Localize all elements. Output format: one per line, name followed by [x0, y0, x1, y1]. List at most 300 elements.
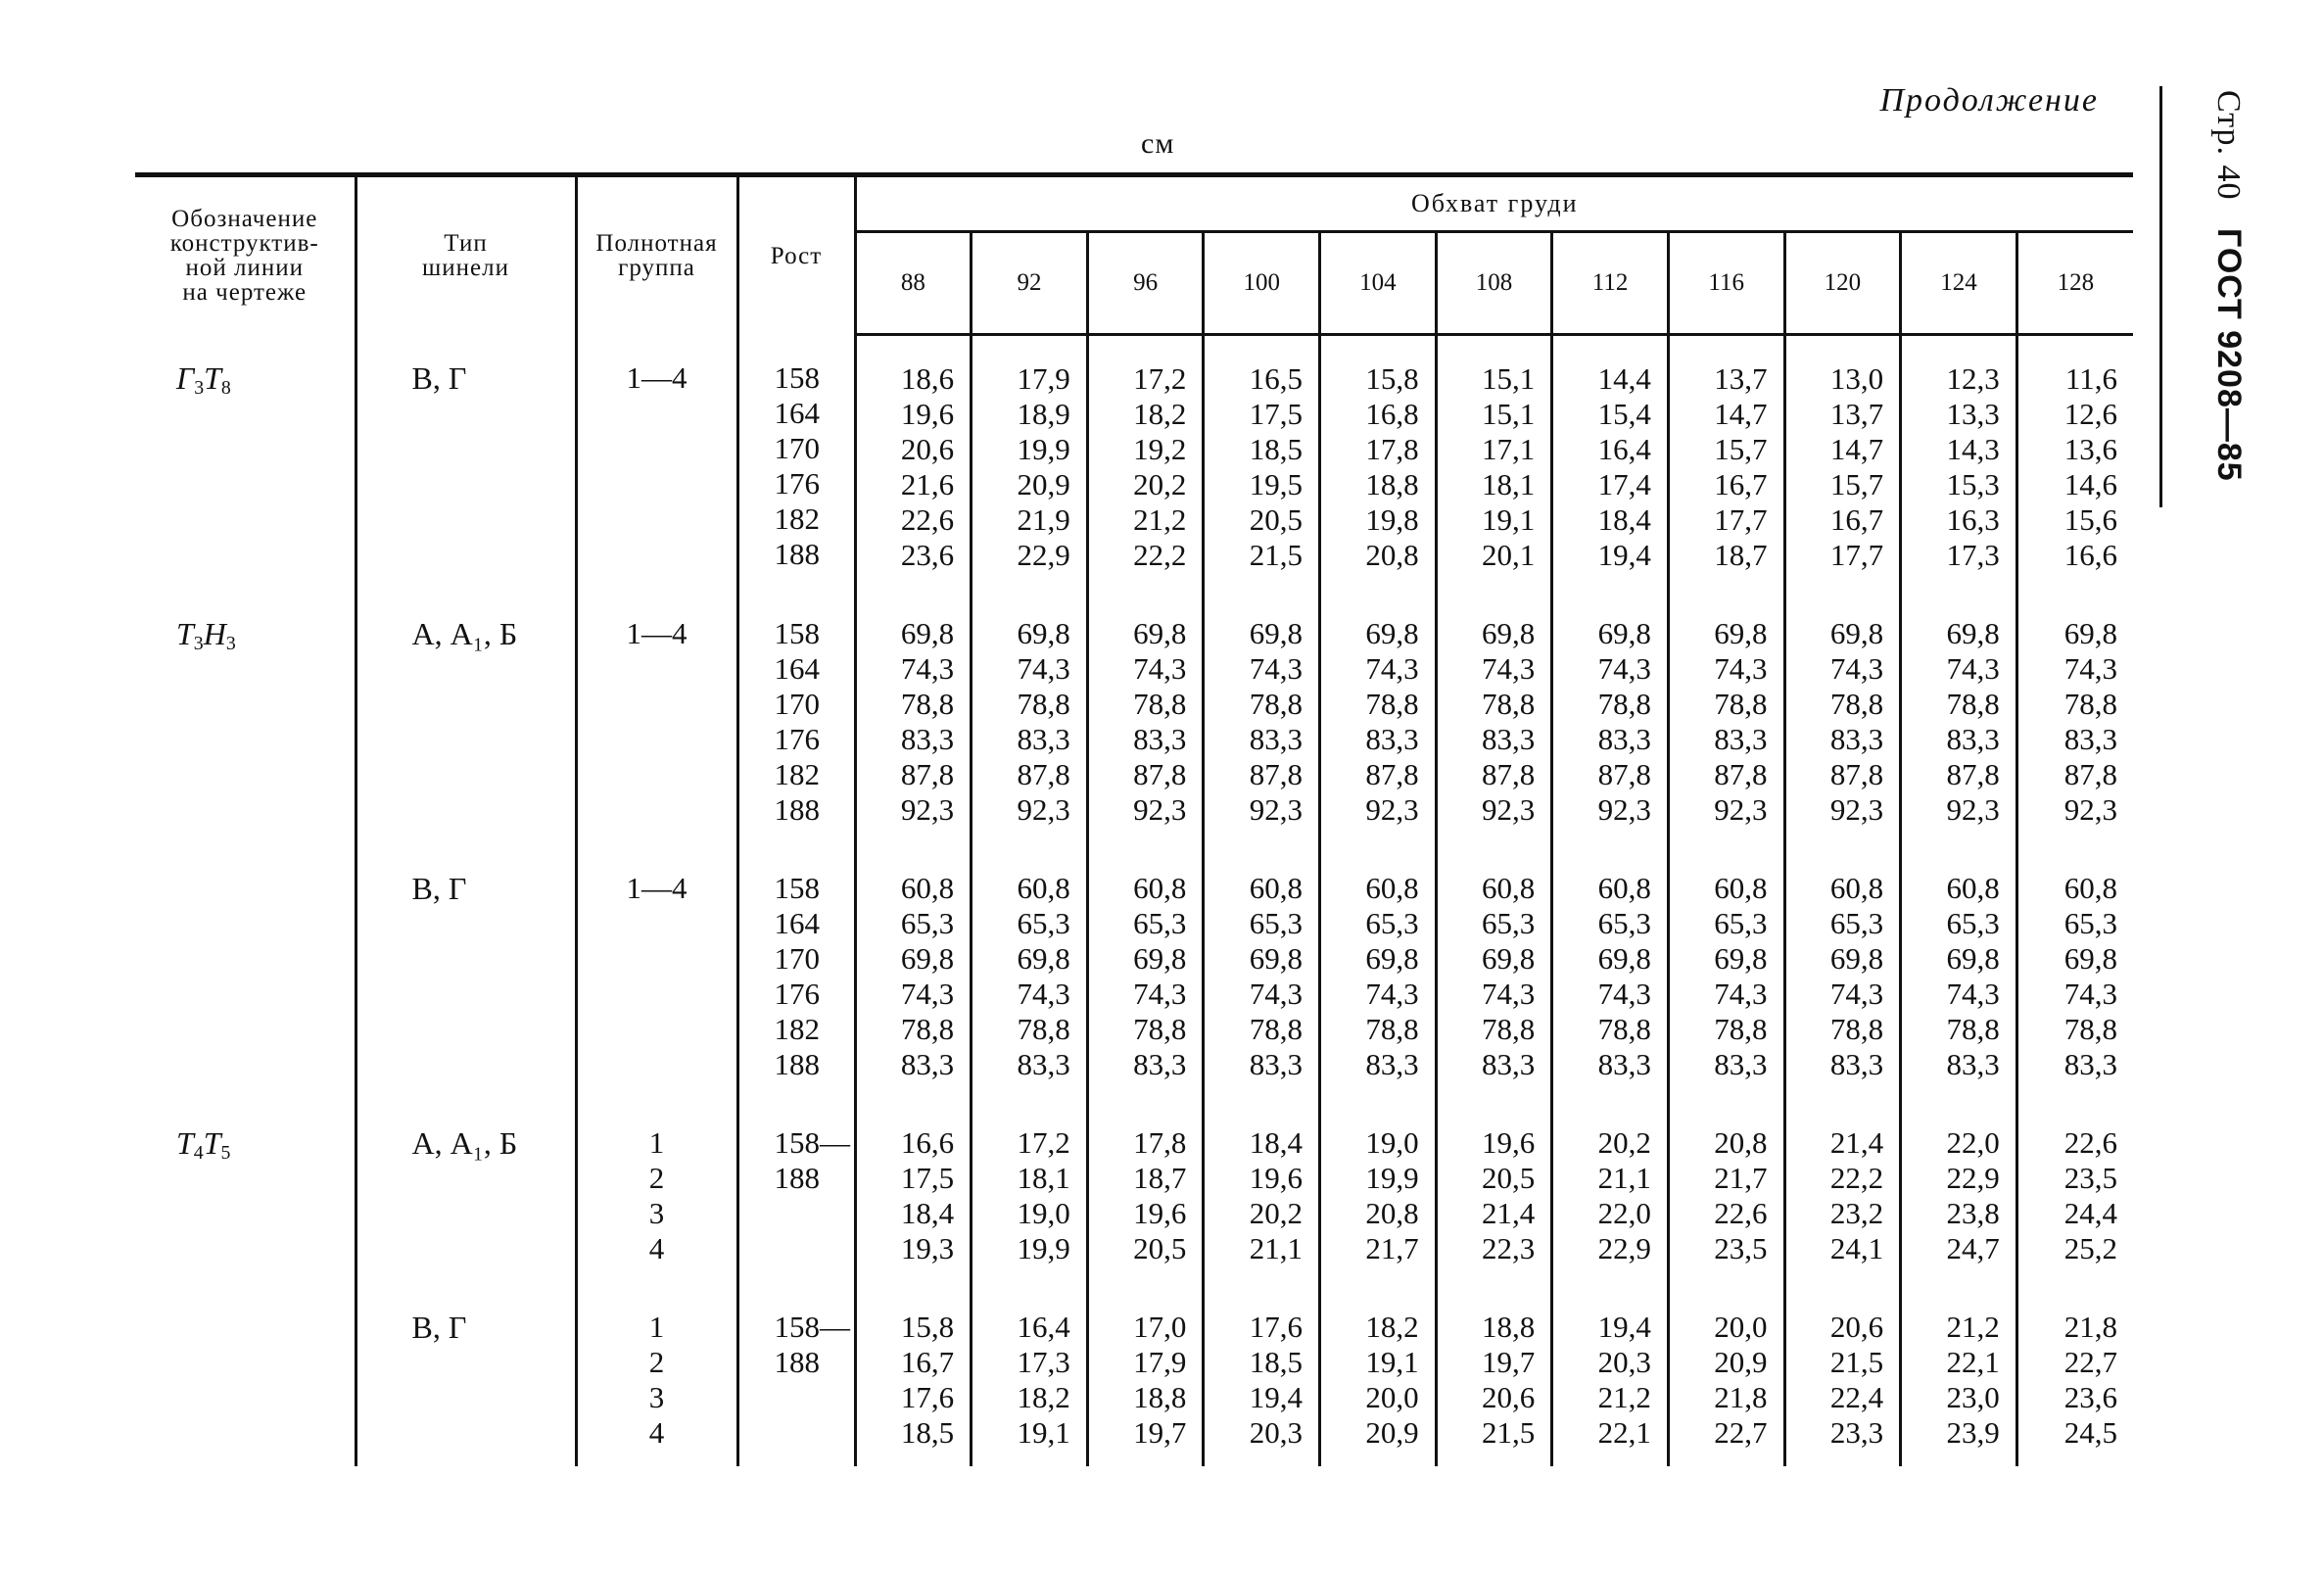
value-cell-116	[1668, 589, 1784, 843]
measurement-value: 19,2	[1133, 432, 1187, 466]
designation-sub: 8	[220, 376, 231, 399]
height-value: 176	[774, 977, 820, 1011]
measurement-value: 18,5	[1249, 432, 1303, 466]
header-size-112: 112	[1552, 232, 1669, 335]
measurement-value: 60,8	[1829, 871, 1884, 905]
measurement-value: 65,3	[1482, 906, 1536, 940]
measurement-value: 78,8	[1482, 1012, 1536, 1046]
measurement-value: 87,8	[1249, 757, 1303, 791]
table-row	[135, 1098, 2133, 1282]
measurement-value: 20,3	[1597, 1345, 1651, 1379]
measurement-value: 19,6	[1133, 1196, 1187, 1230]
fullness-value: 1—4	[626, 871, 688, 905]
designation-sub: 5	[220, 1141, 231, 1164]
measurement-value: 22,1	[1597, 1415, 1651, 1450]
measurement-value: 87,8	[1482, 757, 1536, 791]
measurement-value: 13,7	[1714, 361, 1768, 396]
measurement-table	[135, 172, 2133, 1466]
measurement-value: 78,8	[900, 1012, 955, 1046]
value-cell-120	[1784, 843, 1901, 1098]
measurement-value: 16,4	[1597, 432, 1651, 466]
measurement-value: 20,9	[1365, 1415, 1419, 1450]
measurement-value: 87,8	[1017, 757, 1070, 791]
header-fullness: Полнотная группа	[576, 175, 737, 335]
measurement-value: 18,7	[1714, 538, 1768, 572]
value-cell-92	[972, 843, 1088, 1098]
value-cell-104	[1320, 589, 1437, 843]
measurement-value: 74,3	[1829, 977, 1884, 1011]
measurement-value: 87,8	[900, 757, 955, 791]
measurement-value: 21,4	[1482, 1196, 1536, 1230]
measurement-value: 17,6	[900, 1380, 955, 1414]
designation-cell	[135, 1282, 356, 1466]
measurement-value: 83,3	[1482, 1047, 1536, 1081]
height-cell	[737, 589, 855, 843]
value-cell-104	[1320, 335, 1437, 590]
measurement-value: 19,0	[1365, 1125, 1419, 1160]
measurement-value: 17,7	[1829, 538, 1884, 572]
measurement-value: 78,8	[1482, 687, 1536, 721]
value-cell-88	[855, 843, 972, 1098]
measurement-value: 18,7	[1133, 1161, 1187, 1195]
measurement-value: 15,1	[1482, 397, 1536, 431]
designation-cell	[135, 1098, 356, 1282]
fullness-value: 2	[648, 1161, 665, 1195]
measurement-value: 21,2	[1946, 1310, 2000, 1344]
fullness-value: 1—4	[626, 616, 688, 650]
measurement-value: 17,1	[1482, 432, 1536, 466]
measurement-value: 69,8	[1017, 941, 1070, 976]
fullness-cell	[576, 843, 737, 1098]
continuation-label: Продолжение	[1879, 82, 2099, 119]
coat-type-cell: А, А₁, Б	[356, 589, 576, 843]
height-value: 170	[774, 941, 820, 976]
measurement-value: 78,8	[1017, 1012, 1070, 1046]
height-cell	[737, 335, 855, 590]
measurement-value: 22,0	[1946, 1125, 2000, 1160]
measurement-value: 17,3	[1017, 1345, 1070, 1379]
measurement-value: 19,5	[1249, 467, 1303, 501]
measurement-value: 83,3	[1829, 1047, 1884, 1081]
measurement-value: 23,5	[1714, 1231, 1768, 1265]
measurement-value: 21,2	[1133, 502, 1187, 537]
header-designation: Обозначение конструктив- ной линии на чертеже	[135, 175, 356, 335]
measurement-value: 74,3	[900, 977, 955, 1011]
measurement-value: 60,8	[900, 871, 955, 905]
value-cell-108	[1436, 1282, 1552, 1466]
measurement-value: 15,1	[1482, 361, 1536, 396]
measurement-value: 14,6	[2063, 467, 2117, 501]
value-cell-108	[1436, 335, 1552, 590]
height-value: 164	[774, 651, 820, 686]
measurement-value: 19,7	[1133, 1415, 1187, 1450]
designation-cell	[135, 589, 356, 843]
header-height: Рост	[737, 175, 855, 335]
measurement-value: 15,8	[1365, 361, 1419, 396]
measurement-value: 14,4	[1597, 361, 1651, 396]
measurement-value: 19,4	[1597, 538, 1651, 572]
measurement-value: 87,8	[1597, 757, 1651, 791]
fullness-value: 2	[648, 1345, 665, 1379]
measurement-value: 78,8	[2063, 1012, 2117, 1046]
measurement-value: 60,8	[1714, 871, 1768, 905]
measurement-value: 78,8	[1714, 687, 1768, 721]
measurement-value: 60,8	[1482, 871, 1536, 905]
measurement-value: 19,4	[1597, 1310, 1651, 1344]
measurement-value: 18,4	[1249, 1125, 1303, 1160]
value-cell-120	[1784, 335, 1901, 590]
height-value: 164	[774, 906, 820, 940]
height-value: 188	[774, 1047, 820, 1081]
measurement-value: 78,8	[1597, 1012, 1651, 1046]
measurement-value: 69,8	[1597, 616, 1651, 650]
value-cell-124	[1901, 843, 2017, 1098]
measurement-value: 21,5	[1249, 538, 1303, 572]
value-cell-128	[2016, 335, 2133, 590]
measurement-value: 21,2	[1597, 1380, 1651, 1414]
measurement-value: 23,0	[1946, 1380, 2000, 1414]
measurement-value: 15,6	[2063, 502, 2117, 537]
measurement-value: 22,7	[2063, 1345, 2117, 1379]
table-row	[135, 589, 2133, 843]
measurement-value: 19,4	[1249, 1380, 1303, 1414]
measurement-value: 14,7	[1714, 397, 1768, 431]
header-size-100: 100	[1204, 232, 1320, 335]
measurement-value: 65,3	[1365, 906, 1419, 940]
measurement-value: 18,2	[1365, 1310, 1419, 1344]
measurement-value: 15,7	[1829, 467, 1884, 501]
measurement-value: 83,3	[1017, 722, 1070, 756]
fullness-cell	[576, 335, 737, 590]
measurement-value: 87,8	[1365, 757, 1419, 791]
value-cell-108	[1436, 589, 1552, 843]
designation-sub: 4	[193, 1141, 204, 1164]
measurement-value: 16,3	[1946, 502, 2000, 537]
measurement-value: 78,8	[1597, 687, 1651, 721]
measurement-value: 19,0	[1017, 1196, 1070, 1230]
value-cell-112	[1552, 1282, 1669, 1466]
measurement-value: 24,7	[1946, 1231, 2000, 1265]
measurement-value: 69,8	[1249, 941, 1303, 976]
header-size-116: 116	[1668, 232, 1784, 335]
measurement-value: 18,8	[1482, 1310, 1536, 1344]
measurement-value: 17,4	[1597, 467, 1651, 501]
header-size-88: 88	[855, 232, 972, 335]
measurement-value: 17,2	[1017, 1125, 1070, 1160]
value-cell-128	[2016, 589, 2133, 843]
height-value: 182	[774, 757, 820, 791]
measurement-value: 25,2	[2063, 1231, 2117, 1265]
designation-letter: Г	[176, 359, 195, 396]
measurement-value: 78,8	[2063, 687, 2117, 721]
measurement-value: 78,8	[1017, 687, 1070, 721]
fullness-value: 1	[648, 1125, 665, 1160]
height-value: 158—	[774, 1310, 850, 1344]
measurement-value: 23,6	[900, 538, 955, 572]
measurement-value: 74,3	[1829, 651, 1884, 686]
table-row	[135, 843, 2133, 1098]
measurement-value: 83,3	[1482, 722, 1536, 756]
fullness-cell	[576, 589, 737, 843]
measurement-value: 69,8	[2063, 616, 2117, 650]
measurement-value: 83,3	[1365, 722, 1419, 756]
measurement-value: 92,3	[1946, 792, 2000, 827]
measurement-value: 17,9	[1133, 1345, 1187, 1379]
designation-sub: 3	[193, 632, 204, 654]
measurement-value: 19,7	[1482, 1345, 1536, 1379]
measurement-value: 12,3	[1946, 361, 2000, 396]
designation-cell	[135, 335, 356, 590]
measurement-value: 15,8	[900, 1310, 955, 1344]
measurement-value: 17,6	[1249, 1310, 1303, 1344]
measurement-value: 87,8	[2063, 757, 2117, 791]
designation-letter: Т	[204, 359, 221, 396]
height-value: 176	[774, 465, 820, 501]
measurement-value: 23,3	[1829, 1415, 1884, 1450]
measurement-value: 92,3	[1714, 792, 1768, 827]
header-size-92: 92	[972, 232, 1088, 335]
value-cell-96	[1087, 843, 1204, 1098]
measurement-value: 19,1	[1482, 502, 1536, 537]
value-cell-96	[1087, 335, 1204, 590]
height-value: 158	[774, 871, 820, 905]
measurement-value: 22,1	[1946, 1345, 2000, 1379]
measurement-value: 87,8	[1133, 757, 1187, 791]
measurement-value: 20,3	[1249, 1415, 1303, 1450]
measurement-value: 23,9	[1946, 1415, 2000, 1450]
measurement-value: 17,2	[1133, 361, 1187, 396]
value-cell-100	[1204, 335, 1320, 590]
standard-code: ГОСТ 9208—85	[2210, 228, 2248, 482]
value-cell-88	[855, 589, 972, 843]
value-cell-100	[1204, 1098, 1320, 1282]
measurement-value: 69,8	[900, 616, 955, 650]
measurement-value: 18,4	[1597, 502, 1651, 537]
measurement-value: 13,3	[1946, 397, 2000, 431]
measurement-value: 17,9	[1017, 361, 1070, 396]
value-cell-104	[1320, 1098, 1437, 1282]
measurement-value: 17,7	[1714, 502, 1768, 537]
measurement-value: 83,3	[2063, 722, 2117, 756]
measurement-value: 20,5	[1133, 1231, 1187, 1265]
height-value: 170	[774, 687, 820, 721]
value-cell-92	[972, 1098, 1088, 1282]
measurement-value: 22,4	[1829, 1380, 1884, 1414]
measurement-value: 20,5	[1482, 1161, 1536, 1195]
fullness-value: 4	[648, 1231, 665, 1265]
measurement-value: 69,8	[900, 941, 955, 976]
value-cell-100	[1204, 1282, 1320, 1466]
measurement-value: 23,2	[1829, 1196, 1884, 1230]
measurement-value: 13,7	[1829, 397, 1884, 431]
measurement-value: 69,8	[1829, 616, 1884, 650]
measurement-value: 83,3	[1133, 1047, 1187, 1081]
measurement-value: 74,3	[1249, 651, 1303, 686]
fullness-value: 3	[648, 1380, 665, 1414]
measurement-value: 78,8	[1946, 687, 2000, 721]
value-cell-96	[1087, 1282, 1204, 1466]
measurement-value: 87,8	[1829, 757, 1884, 791]
measurement-value: 78,8	[1249, 687, 1303, 721]
height-value: 164	[774, 395, 820, 430]
measurement-value: 22,2	[1133, 538, 1187, 572]
measurement-value: 65,3	[1133, 906, 1187, 940]
measurement-value: 16,5	[1249, 361, 1303, 396]
value-cell-92	[972, 1282, 1088, 1466]
measurement-value: 17,8	[1133, 1125, 1187, 1160]
measurement-value: 65,3	[1017, 906, 1070, 940]
header-size-96: 96	[1087, 232, 1204, 335]
header-type: Тип шинели	[356, 175, 576, 335]
fullness-cell	[576, 1282, 737, 1466]
measurement-value: 16,4	[1017, 1310, 1070, 1344]
measurement-value: 74,3	[1946, 651, 2000, 686]
height-value: 188	[774, 1345, 820, 1379]
measurement-value: 69,8	[1482, 616, 1536, 650]
coat-type-cell: В, Г	[356, 843, 576, 1098]
side-rule	[2159, 86, 2162, 507]
measurement-value: 21,7	[1365, 1231, 1419, 1265]
height-value: 158	[774, 359, 820, 395]
measurement-value: 60,8	[1017, 871, 1070, 905]
measurement-value: 74,3	[1714, 651, 1768, 686]
measurement-value: 83,3	[1133, 722, 1187, 756]
measurement-value: 20,6	[1829, 1310, 1884, 1344]
measurement-value: 20,0	[1365, 1380, 1419, 1414]
value-cell-128	[2016, 1098, 2133, 1282]
measurement-value: 19,6	[900, 397, 955, 431]
measurement-value: 23,5	[2063, 1161, 2117, 1195]
measurement-value: 69,8	[1365, 941, 1419, 976]
height-value: 158	[774, 616, 820, 650]
measurement-value: 78,8	[900, 687, 955, 721]
measurement-value: 22,2	[1829, 1161, 1884, 1195]
measurement-value: 74,3	[1133, 651, 1187, 686]
measurement-value: 65,3	[1249, 906, 1303, 940]
value-cell-128	[2016, 1282, 2133, 1466]
measurement-value: 21,8	[2063, 1310, 2117, 1344]
measurement-value: 83,3	[1249, 722, 1303, 756]
value-cell-104	[1320, 843, 1437, 1098]
measurement-value: 74,3	[1597, 651, 1651, 686]
measurement-value: 60,8	[1946, 871, 2000, 905]
measurement-value: 17,0	[1133, 1310, 1187, 1344]
value-cell-88	[855, 335, 972, 590]
header-size-128: 128	[2016, 232, 2133, 335]
measurement-value: 74,3	[1365, 977, 1419, 1011]
value-cell-124	[1901, 589, 2017, 843]
measurement-value: 83,3	[1017, 1047, 1070, 1081]
designation-letter: Т	[176, 1125, 194, 1161]
table-row	[135, 335, 2133, 590]
measurement-value: 60,8	[1365, 871, 1419, 905]
measurement-value: 74,3	[2063, 977, 2117, 1011]
height-value: 182	[774, 501, 820, 536]
value-cell-92	[972, 335, 1088, 590]
fullness-value: 3	[648, 1196, 665, 1230]
measurement-value: 92,3	[1597, 792, 1651, 827]
measurement-value: 12,6	[2063, 397, 2117, 431]
header-chest: Обхват груди	[855, 175, 2133, 232]
measurement-value: 22,6	[900, 502, 955, 537]
measurement-value: 17,8	[1365, 432, 1419, 466]
measurement-value: 20,9	[1017, 467, 1070, 501]
value-cell-112	[1552, 589, 1669, 843]
measurement-value: 22,3	[1482, 1231, 1536, 1265]
value-cell-108	[1436, 1098, 1552, 1282]
measurement-value: 16,8	[1365, 397, 1419, 431]
measurement-value: 83,3	[1829, 722, 1884, 756]
measurement-value: 19,8	[1365, 502, 1419, 537]
measurement-value: 21,7	[1714, 1161, 1768, 1195]
measurement-value: 22,6	[1714, 1196, 1768, 1230]
measurement-value: 65,3	[1829, 906, 1884, 940]
measurement-value: 60,8	[2063, 871, 2117, 905]
value-cell-96	[1087, 1098, 1204, 1282]
measurement-value: 78,8	[1133, 1012, 1187, 1046]
value-cell-116	[1668, 335, 1784, 590]
measurement-value: 16,7	[900, 1345, 955, 1379]
measurement-value: 24,4	[2063, 1196, 2117, 1230]
measurement-value: 18,2	[1017, 1380, 1070, 1414]
value-cell-116	[1668, 843, 1784, 1098]
measurement-value: 19,6	[1249, 1161, 1303, 1195]
measurement-value: 92,3	[1133, 792, 1187, 827]
measurement-value: 19,9	[1017, 432, 1070, 466]
value-cell-112	[1552, 843, 1669, 1098]
measurement-value: 65,3	[1946, 906, 2000, 940]
header-size-120: 120	[1784, 232, 1901, 335]
measurement-value: 21,1	[1249, 1231, 1303, 1265]
measurement-value: 69,8	[1946, 941, 2000, 976]
measurement-value: 16,6	[2063, 538, 2117, 572]
measurement-value: 18,1	[1017, 1161, 1070, 1195]
measurement-value: 83,3	[1946, 1047, 2000, 1081]
measurement-value: 21,4	[1829, 1125, 1884, 1160]
measurement-value: 83,3	[1249, 1047, 1303, 1081]
measurement-value: 21,9	[1017, 502, 1070, 537]
measurement-value: 69,8	[1133, 616, 1187, 650]
height-value: 158—	[774, 1125, 850, 1160]
height-cell	[737, 1098, 855, 1282]
page-number: Стр. 40	[2210, 90, 2247, 201]
measurement-value: 20,1	[1482, 538, 1536, 572]
measurement-value: 74,3	[1482, 977, 1536, 1011]
measurement-value: 19,1	[1365, 1345, 1419, 1379]
value-cell-124	[1901, 335, 2017, 590]
measurement-value: 74,3	[1946, 977, 2000, 1011]
measurement-value: 69,8	[2063, 941, 2117, 976]
height-cell	[737, 1282, 855, 1466]
fullness-value: 1—4	[626, 359, 688, 395]
measurement-value: 65,3	[1714, 906, 1768, 940]
value-cell-124	[1901, 1098, 2017, 1282]
measurement-value: 83,3	[1597, 722, 1651, 756]
measurement-value: 87,8	[1714, 757, 1768, 791]
measurement-value: 17,5	[900, 1161, 955, 1195]
designation-letter: Н	[203, 616, 226, 651]
measurement-value: 19,6	[1482, 1125, 1536, 1160]
measurement-value: 74,3	[2063, 651, 2117, 686]
height-cell	[737, 843, 855, 1098]
measurement-value: 83,3	[1365, 1047, 1419, 1081]
measurement-value: 83,3	[1597, 1047, 1651, 1081]
measurement-value: 60,8	[1249, 871, 1303, 905]
measurement-value: 69,8	[1714, 616, 1768, 650]
measurement-value: 20,9	[1714, 1345, 1768, 1379]
measurement-value: 69,8	[1133, 941, 1187, 976]
coat-type-cell: В, Г	[356, 1282, 576, 1466]
